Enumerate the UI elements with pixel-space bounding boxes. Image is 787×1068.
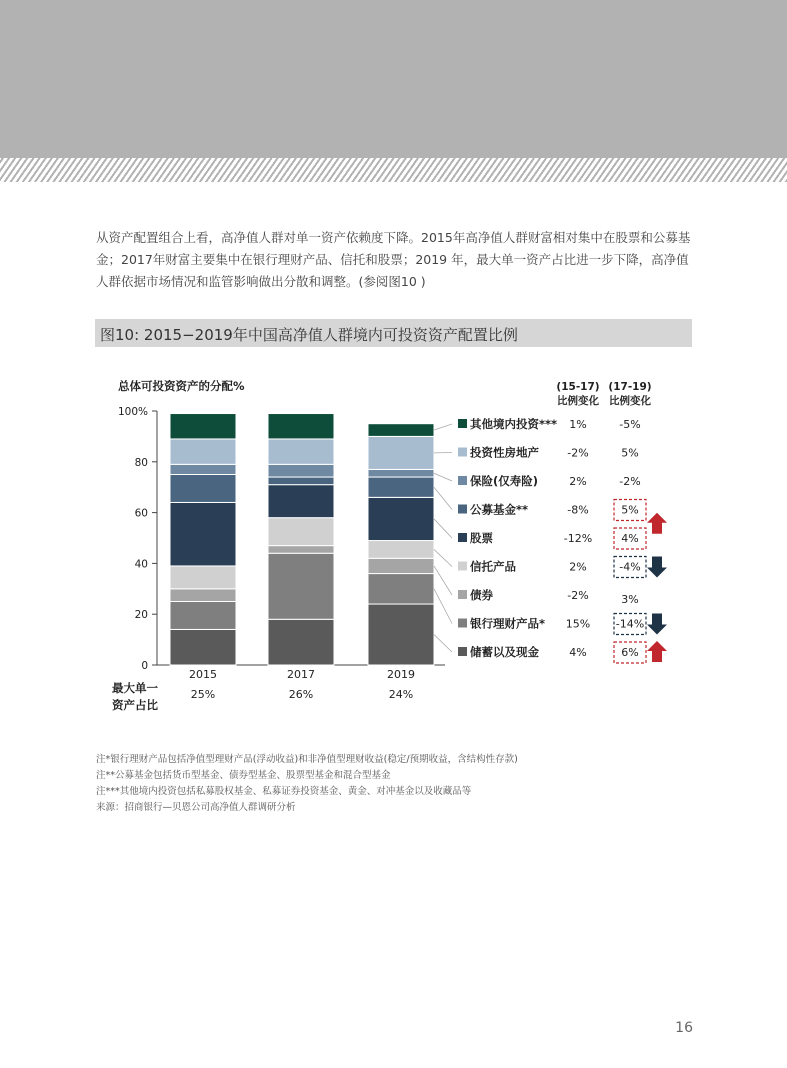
change-17-19-value: -2%: [619, 475, 641, 488]
bar-segment: [368, 574, 434, 604]
down-arrow-icon: [647, 557, 667, 578]
bar-segment: [368, 469, 434, 477]
legend-swatch: [458, 533, 467, 542]
bar-segment: [368, 541, 434, 559]
bar-segment: [268, 439, 334, 464]
footnote-3: 注***其他境内投资包括私募股权基金、私募证券投资基金、黄金、对冲基金以及收藏品等: [96, 786, 472, 797]
bar-segment: [170, 464, 236, 474]
legend-connector: [434, 635, 452, 652]
legend-label: 保险(仅寿险): [470, 474, 539, 488]
bar-segment: [368, 477, 434, 497]
y-tick-label: 80: [134, 456, 148, 469]
legend-swatch: [458, 448, 467, 457]
bar-segment: [170, 475, 236, 503]
bar-segment: [268, 464, 334, 477]
legend-connector: [434, 473, 452, 481]
chart-title: 总体可投资资产的分配%: [118, 379, 245, 393]
legend-swatch: [458, 590, 467, 599]
change-17-19-value: -14%: [615, 617, 645, 631]
bar-segment: [368, 436, 434, 469]
bar-segment: [170, 439, 236, 464]
legend-label: 信托产品: [470, 559, 516, 574]
change-17-19-value: 5%: [621, 503, 639, 517]
legend-label: 股票: [470, 531, 493, 545]
bar-segment: [170, 414, 236, 439]
change-17-19-value: 5%: [621, 446, 639, 460]
max-single-value: 26%: [288, 688, 314, 701]
change-15-17-value: 2%: [569, 560, 587, 574]
legend-label: 其他境内投资***: [470, 417, 558, 431]
change-17-19-value: 6%: [621, 646, 639, 659]
change-17-19-value: -4%: [619, 560, 641, 574]
change-15-17-value: 4%: [569, 646, 587, 659]
change-17-19-value: 3%: [621, 593, 639, 606]
max-single-label-line-1: 最大单一: [112, 681, 158, 695]
bar-segment: [170, 566, 236, 589]
header-band: [0, 0, 787, 158]
bar-segment: [170, 589, 236, 602]
bar-segment: [170, 502, 236, 566]
change-header-15-17-line-1: (15-17): [556, 381, 600, 393]
header-hatch-pattern: [0, 158, 787, 182]
footnote-1: 注*银行理财产品包括净值型理财产品(浮动收益)和非净值型理财收益(稳定/预期收益，含结构性存款): [96, 754, 518, 765]
bar-segment: [268, 518, 334, 546]
source-note: 来源：招商银行—贝恩公司高净值人群调研分析: [96, 802, 296, 813]
legend-label: 银行理财产品*: [470, 616, 546, 631]
legend-label: 投资性房地产: [470, 445, 539, 460]
x-tick-label: 2019: [387, 668, 415, 681]
legend-connector: [434, 549, 452, 566]
change-17-19-value: -5%: [619, 418, 641, 431]
legend-swatch: [458, 619, 467, 628]
legend-connector: [434, 519, 452, 538]
up-arrow-icon: [647, 641, 667, 662]
bar-segment: [268, 553, 334, 619]
change-15-17-value: -8%: [567, 503, 589, 517]
stacked-bar-chart: [0, 360, 787, 750]
max-single-value: 25%: [190, 688, 216, 701]
bar-segment: [268, 477, 334, 485]
change-15-17-value: 1%: [569, 418, 587, 431]
y-tick-label: 40: [134, 558, 148, 571]
legend-label: 公募基金**: [470, 502, 529, 517]
legend-label: 储蓄以及现金: [470, 645, 539, 659]
legend-swatch: [458, 419, 467, 428]
change-15-17-value: -12%: [563, 532, 593, 545]
legend-connector: [434, 424, 452, 430]
change-header-15-17-line-2: 比例变化: [557, 395, 599, 407]
footnotes: [96, 752, 696, 816]
bar-segment: [368, 497, 434, 540]
legend-swatch: [458, 562, 467, 571]
figure-title: 图10: 2015−2019年中国高净值人群境内可投资资产配置比例: [100, 326, 518, 344]
legend-connector: [434, 589, 452, 624]
change-17-19-value: 4%: [621, 532, 639, 545]
bar-segment: [368, 604, 434, 665]
legend-connector: [434, 566, 452, 595]
y-tick-label: 60: [134, 507, 148, 520]
bar-segment: [268, 546, 334, 554]
y-tick-label: 100%: [117, 406, 148, 418]
bar-segment: [368, 424, 434, 437]
change-15-17-value: -2%: [567, 589, 589, 602]
change-15-17-value: 2%: [569, 475, 587, 488]
y-tick-label: 20: [134, 609, 148, 622]
x-tick-label: 2015: [189, 668, 217, 681]
change-15-17-value: 15%: [565, 617, 591, 631]
legend-swatch: [458, 505, 467, 514]
change-header-17-19-line-2: 比例变化: [609, 395, 651, 407]
bar-segment: [170, 629, 236, 665]
legend-label: 债券: [470, 588, 493, 602]
page-number: 16: [675, 1020, 693, 1036]
legend-swatch: [458, 476, 467, 485]
up-arrow-icon: [647, 513, 667, 534]
max-single-label-line-2: 资产占比: [112, 698, 158, 712]
y-tick-label: 0: [141, 660, 148, 672]
intro-paragraph: 从资产配置组合上看，高净值人群对单一资产依赖度下降。2015年高净值人群财富相对集中在股票和公募基金；2017年财富主要集中在银行理财产品、信托和股票；2019 年，最大单一资产占比进一步下降，高净值人群依据市场情况和监管影响做出分散和调整。(参阅图10 ): [96, 230, 691, 289]
x-tick-label: 2017: [287, 668, 315, 681]
legend-connector: [434, 487, 452, 509]
bar-segment: [268, 619, 334, 665]
footnote-2: 注**公募基金包括货币型基金、债券型基金、股票型基金和混合型基金: [96, 770, 391, 781]
change-header-17-19-line-1: (17-19): [608, 381, 652, 393]
bar-segment: [268, 414, 334, 439]
max-single-value: 24%: [388, 688, 414, 701]
bar-segment: [368, 558, 434, 573]
legend-swatch: [458, 647, 467, 656]
bar-segment: [268, 485, 334, 518]
change-15-17-value: -2%: [567, 446, 589, 460]
bar-segment: [170, 602, 236, 630]
down-arrow-icon: [647, 614, 667, 635]
